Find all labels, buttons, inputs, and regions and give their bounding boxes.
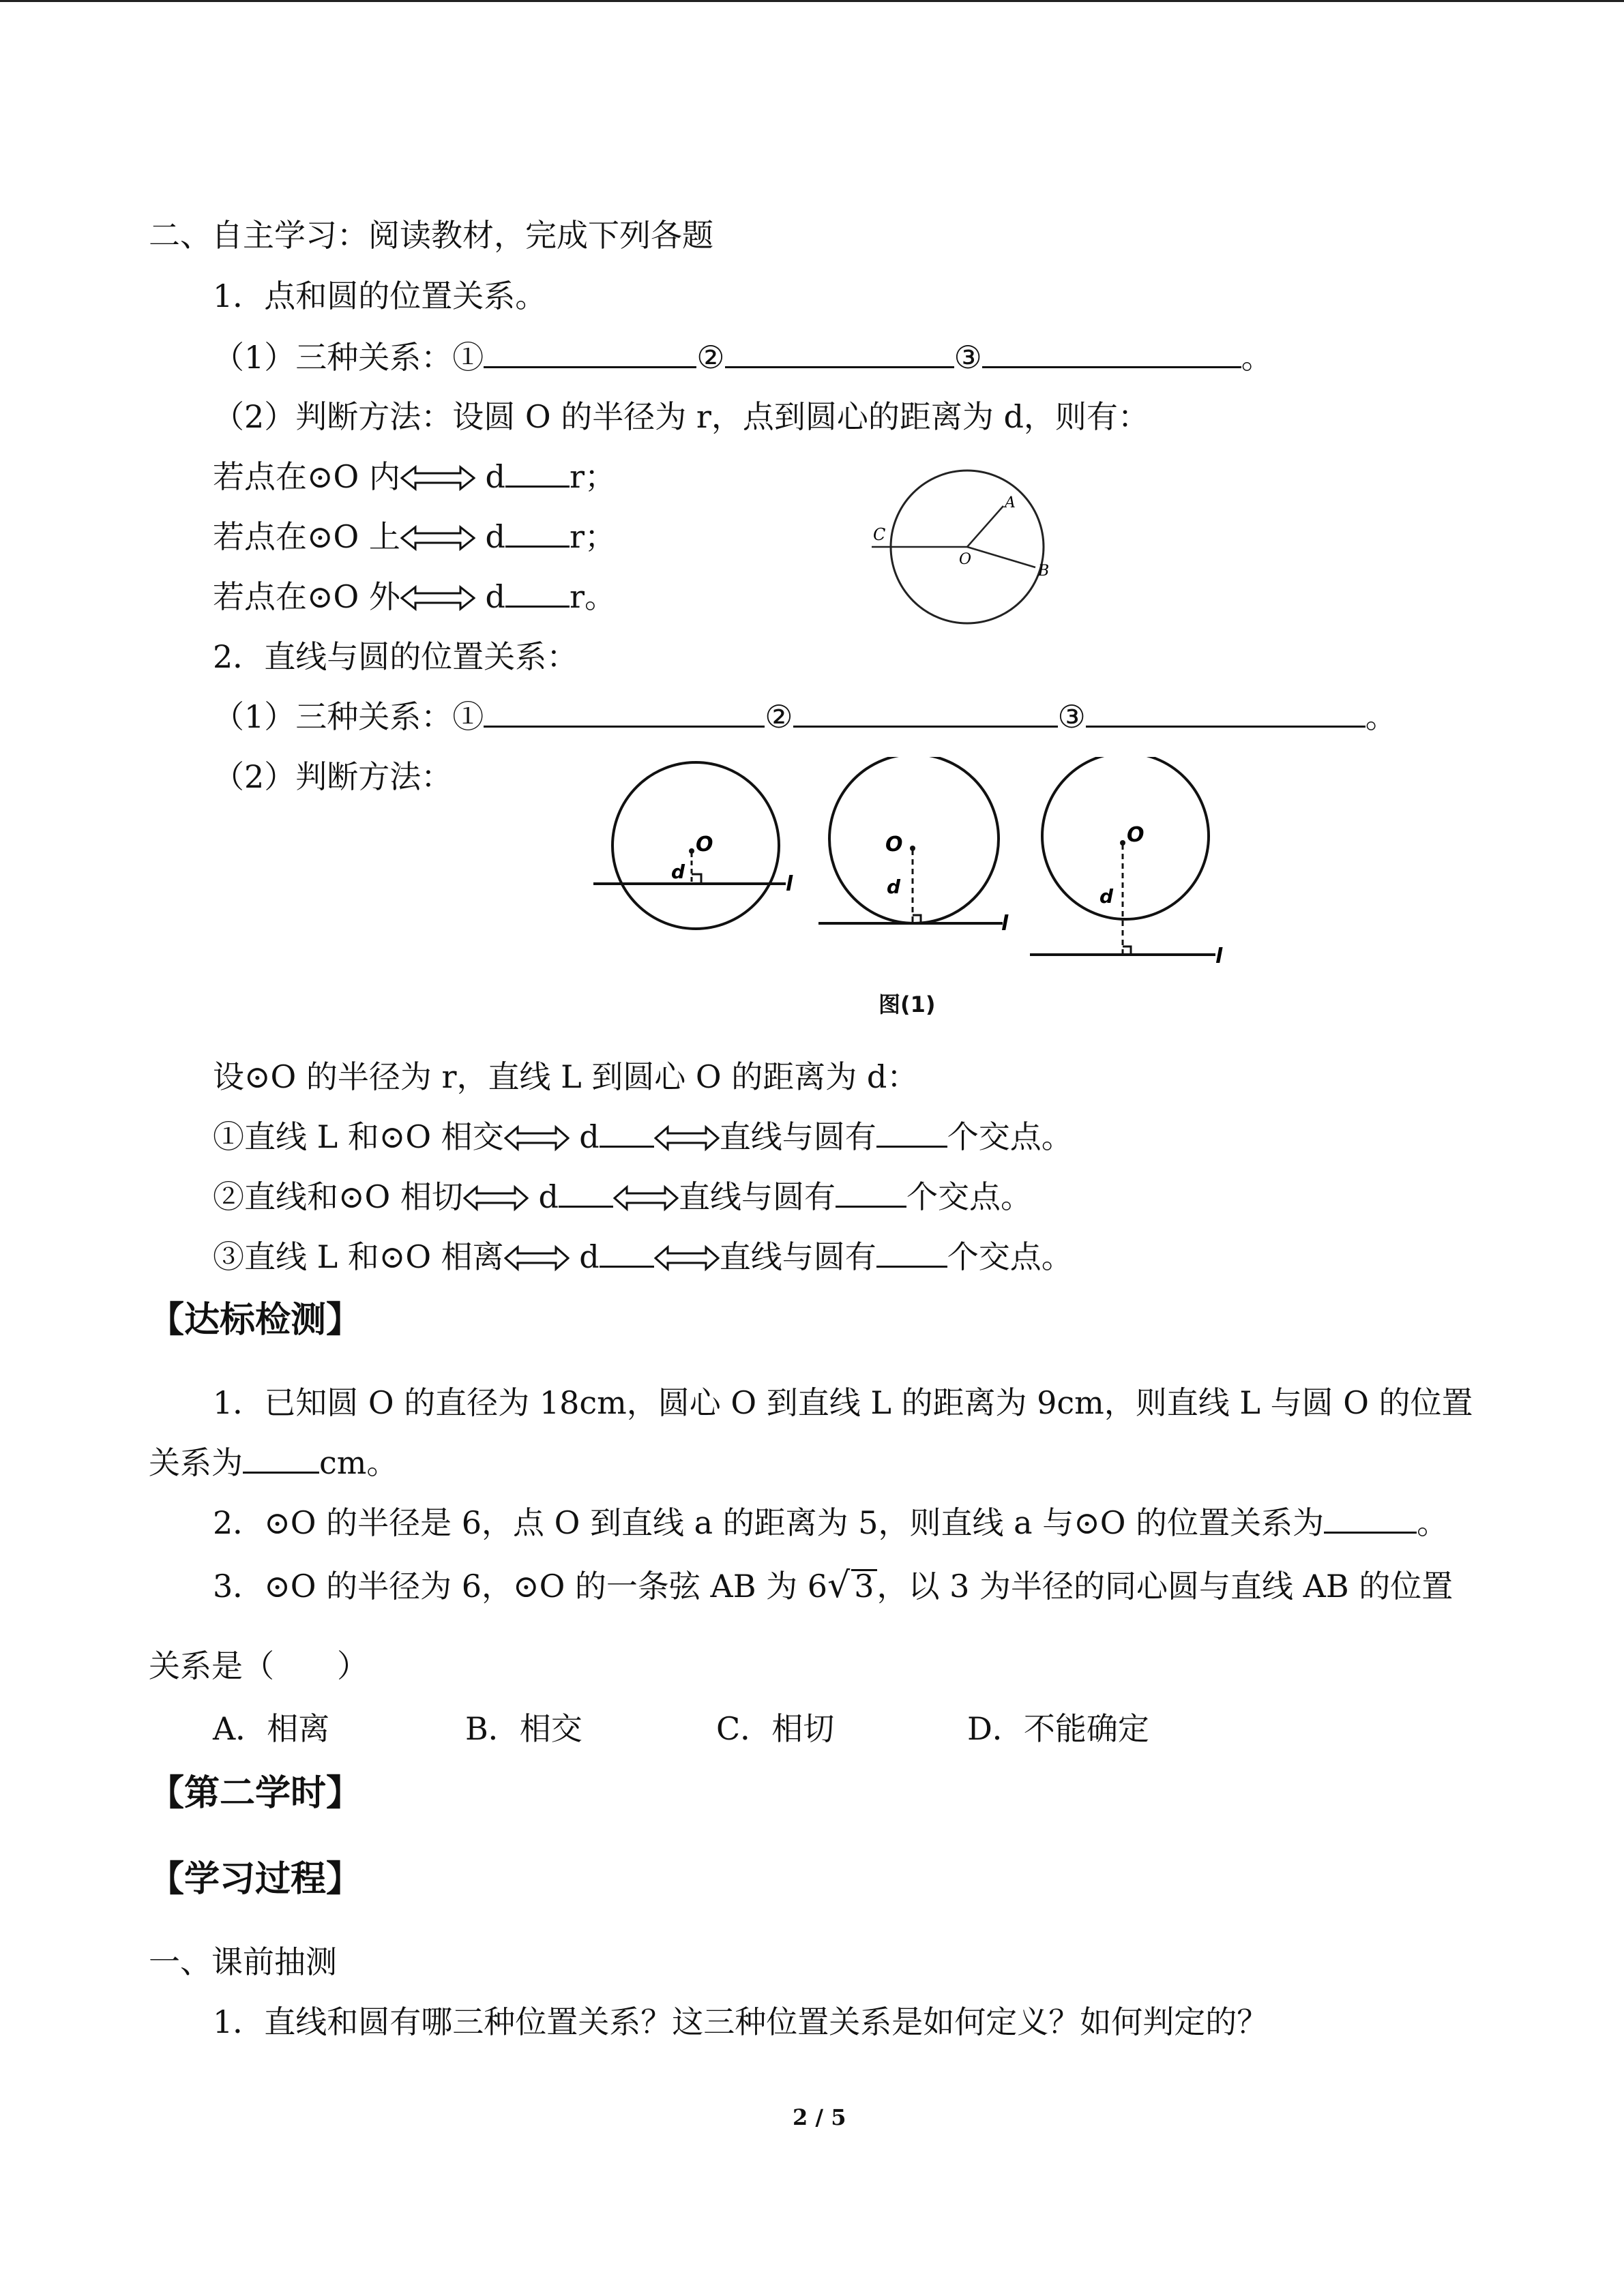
text: 关系为 — [149, 1444, 243, 1481]
page-number: 2 / 5 — [793, 2104, 846, 2130]
option-d[interactable]: D．不能确定 — [967, 1710, 1149, 1747]
line-circle-title: 2．直线与圆的位置关系： — [213, 638, 578, 675]
point-circle-judge-label: （2）判断方法：设圆 O 的半径为 r，点到圆心的距离为 d，则有： — [213, 398, 1149, 435]
label-d: d — [1099, 885, 1114, 908]
label-d: d — [887, 876, 901, 898]
label-l: l — [1215, 944, 1223, 968]
blank-answer[interactable] — [1324, 1504, 1417, 1534]
blank-3[interactable] — [1086, 698, 1365, 728]
point-circle-figure — [865, 464, 1069, 627]
line-circle-judge-label: （2）判断方法： — [213, 758, 453, 795]
marker-2: ② — [765, 698, 793, 735]
equivalence-arrow-icon — [400, 464, 475, 492]
point-outside-row — [213, 577, 616, 616]
result-end: 个交点。 — [947, 1238, 1073, 1275]
blank-2[interactable] — [725, 339, 954, 368]
check-q1-line1: 1．已知圆 O 的直径为 18cm，圆心 O 到直线 L 的距离为 9cm，则直线 L 与圆 O 的位置 — [213, 1384, 1473, 1421]
condition: 若点在⊙O 上 — [213, 518, 400, 555]
blank-count[interactable] — [836, 1178, 906, 1208]
blank[interactable] — [505, 578, 570, 608]
label: （1）三种关系： — [213, 339, 453, 376]
tangent-row — [213, 1177, 1032, 1217]
result-end: 个交点。 — [906, 1178, 1032, 1215]
result-text: 直线与圆有 — [719, 1238, 876, 1275]
text-end: 。 — [1417, 1504, 1449, 1541]
equivalence-arrow-icon — [654, 1124, 720, 1152]
end-mark: 。 — [1241, 339, 1273, 376]
text: 2．⊙O 的半径是 6，点 O 到直线 a 的距离为 5，则直线 a 与⊙O 的位置关系为 — [213, 1504, 1325, 1541]
option-a[interactable]: A．相离 — [213, 1710, 330, 1747]
figure-caption: 图(1) — [879, 992, 936, 1017]
figure-tangent — [818, 757, 1009, 936]
blank-relation[interactable] — [600, 1238, 654, 1268]
blank-2[interactable] — [793, 698, 1058, 728]
d-var: d — [485, 458, 505, 495]
blank-answer[interactable] — [243, 1444, 319, 1474]
text: 3．⊙O 的半径为 6，⊙O 的一条弦 AB 为 6 — [213, 1568, 828, 1605]
blank[interactable] — [505, 458, 570, 488]
label-a: A — [1005, 494, 1016, 511]
result-text: 直线与圆有 — [719, 1118, 876, 1155]
second-period-heading: 【第二学时】 — [149, 1773, 362, 1814]
end-mark: 。 — [1365, 698, 1397, 735]
line-circle-three-relations — [213, 697, 1397, 736]
process-heading: 【学习过程】 — [149, 1859, 362, 1900]
check-q3-line2: 关系是（ ） — [149, 1648, 368, 1684]
equivalence-arrow-icon — [504, 1124, 570, 1152]
sqrt-icon: √ — [827, 1565, 851, 1606]
marker-2: ② — [696, 339, 725, 376]
label: （1）三种关系： — [213, 698, 453, 735]
r-var: r； — [569, 458, 616, 495]
label-o: O — [1127, 823, 1145, 847]
point-circle-three-relations — [213, 338, 1273, 377]
text-end: cm。 — [319, 1444, 398, 1481]
equivalence-arrow-icon — [613, 1184, 679, 1212]
option-b[interactable]: B．相交 — [465, 1710, 582, 1747]
marker-3: ③ — [1057, 698, 1086, 735]
blank[interactable] — [505, 518, 570, 548]
point-circle-title: 1．点和圆的位置关系。 — [213, 278, 547, 314]
blank-relation[interactable] — [600, 1118, 654, 1148]
r-var: r； — [569, 518, 616, 555]
section-heading: 二、自主学习：阅读教材，完成下列各题 — [149, 217, 713, 254]
blank-count[interactable] — [876, 1238, 947, 1268]
check-heading: 【达标检测】 — [149, 1300, 362, 1341]
blank-1[interactable] — [484, 698, 765, 728]
separate-row — [213, 1237, 1073, 1277]
d-var: d — [579, 1238, 600, 1275]
d-var: d — [485, 578, 505, 615]
equivalence-arrow-icon — [463, 1184, 529, 1212]
check-q1-line2 — [149, 1443, 398, 1482]
figure-separate — [1030, 757, 1223, 968]
label-o: O — [959, 551, 972, 568]
point-on-row — [213, 517, 616, 556]
d-var: d — [485, 518, 505, 555]
result-end: 个交点。 — [947, 1118, 1073, 1155]
marker-1: ① — [452, 698, 484, 735]
point-inside-row — [213, 457, 616, 496]
marker-1: ① — [452, 339, 484, 376]
intersect-row — [213, 1117, 1073, 1157]
label-o: O — [696, 833, 713, 856]
pretest-heading: 一、课前抽测 — [149, 1943, 337, 1980]
option-c[interactable]: C．相切 — [716, 1710, 835, 1747]
figure-intersect — [593, 762, 793, 929]
label-b: B — [1038, 563, 1050, 580]
d-var: d — [538, 1178, 559, 1215]
label-l: l — [786, 872, 793, 896]
label-c: C — [873, 525, 886, 544]
blank-3[interactable] — [982, 339, 1241, 368]
segment-oa — [967, 506, 1003, 547]
label-o: O — [885, 833, 903, 856]
line-circle-setup: 设⊙O 的半径为 r，直线 L 到圆心 O 的距离为 d： — [213, 1058, 919, 1095]
equivalence-arrow-icon — [504, 1244, 570, 1272]
marker-3: ③ — [954, 339, 982, 376]
condition: ①直线 L 和⊙O 相交 — [213, 1118, 504, 1155]
text-end: ，以 3 为半径的同心圆与直线 AB 的位置 — [876, 1568, 1453, 1605]
equivalence-arrow-icon — [400, 524, 475, 552]
blank-1[interactable] — [484, 339, 696, 368]
pretest-q1: 1．直线和圆有哪三种位置关系？这三种位置关系是如何定义？如何判定的？ — [213, 2003, 1269, 2040]
condition: ②直线和⊙O 相切 — [213, 1178, 463, 1215]
equivalence-arrow-icon — [400, 584, 475, 612]
condition: 若点在⊙O 内 — [213, 458, 400, 495]
blank-count[interactable] — [876, 1118, 947, 1148]
condition: 若点在⊙O 外 — [213, 578, 400, 615]
check-q2 — [213, 1503, 1448, 1542]
r-var: r。 — [569, 578, 616, 615]
label-l: l — [1001, 912, 1009, 936]
d-var: d — [579, 1118, 600, 1155]
result-text: 直线与圆有 — [678, 1178, 836, 1215]
condition: ③直线 L 和⊙O 相离 — [213, 1238, 504, 1275]
blank-relation[interactable] — [559, 1178, 613, 1208]
radicand: 3 — [851, 1569, 876, 1601]
check-q3-line1 — [213, 1566, 1453, 1606]
equivalence-arrow-icon — [654, 1244, 720, 1272]
label-d: d — [671, 861, 685, 883]
segment-ob — [967, 547, 1035, 567]
